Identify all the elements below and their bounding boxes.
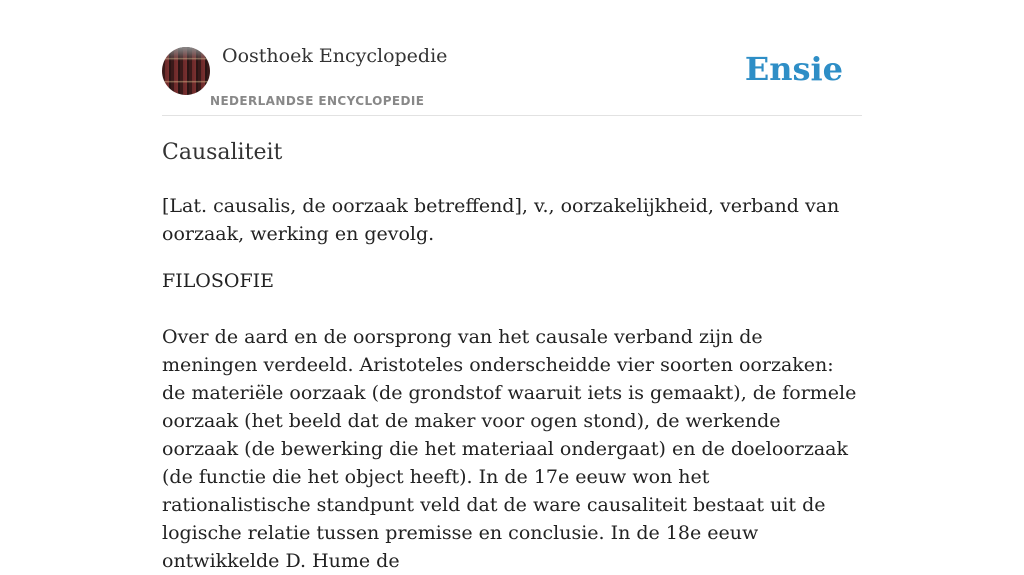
ensie-logo[interactable]: Ensie — [744, 50, 843, 88]
page-title: Causaliteit — [162, 140, 283, 165]
article-definition: [Lat. causalis, de oorzaak betreffend], v., oorzakelijkheid, verband van oorzaak, werking en gevolg. — [162, 195, 840, 245]
article-body: Over de aard en de oorsprong van het causale verband zijn de meningen verdeeld. Aristoteles onderscheidde vier soorten oorzaken: de materiële oorzaak (de grondstof waaruit iets is gemaakt), de formele oorzaak (het beeld dat de maker voor ogen stond), de werkende oorzaak (de bewerking die het materiaal ondergaat) en de doeloorzaak (de functie die het object heeft). In de 17e eeuw won het rationalistische standpunt veld dat de ware causaliteit bestaat uit de logische relatie tussen premisse en conclusie. In de 18e eeuw ontwikkelde D. Hume de — [162, 326, 857, 572]
page-container — [162, 0, 862, 572]
encyclopedia-books-avatar[interactable] — [162, 47, 210, 95]
site-subtitle: NEDERLANDSE ENCYCLOPEDIE — [210, 94, 425, 108]
section-heading: FILOSOFIE — [162, 270, 275, 292]
site-title[interactable]: Oosthoek Encyclopedie — [222, 45, 448, 67]
site-header — [162, 0, 862, 116]
